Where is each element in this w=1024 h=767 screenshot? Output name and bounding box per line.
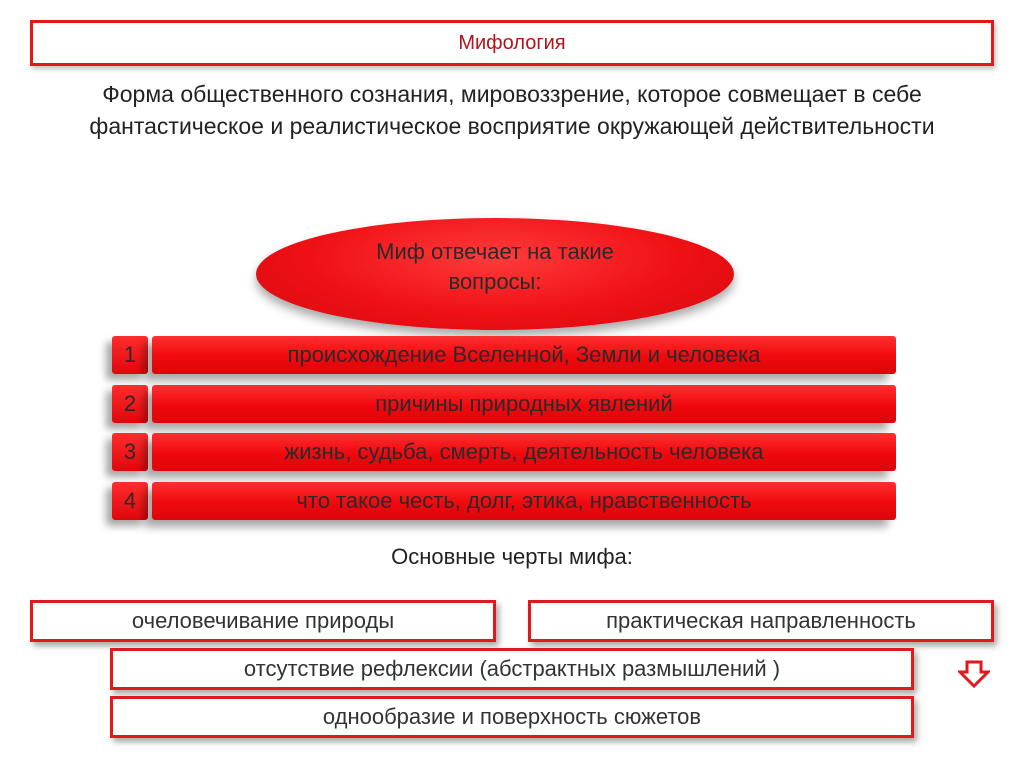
definition-text: Форма общественного сознания, мировоззрение, которое совмещает в себе фантастическое и реалистическое восприятие окружающей действительности xyxy=(89,81,935,139)
question-row-3 xyxy=(112,433,896,471)
feature-box-2 xyxy=(528,600,994,642)
feature-box-3 xyxy=(110,648,914,690)
question-bar: жизнь, судьба, смерть, деятельность человека xyxy=(152,433,896,471)
feature-label: однообразие и поверхность сюжетов xyxy=(322,704,702,729)
feature-label: отсутствие рефлексии (абстрактных размышлений ) xyxy=(243,656,781,681)
feature-label: очеловечивание природы xyxy=(131,608,395,633)
question-number: 1 xyxy=(112,336,148,374)
question-number: 2 xyxy=(112,385,148,423)
question-bar: причины природных явлений xyxy=(152,385,896,423)
questions-heading: Миф отвечает на такие вопросы: xyxy=(376,239,614,294)
question-bar: что такое честь, долг, этика, нравственность xyxy=(152,482,896,520)
question-number: 4 xyxy=(112,482,148,520)
feature-box-1 xyxy=(30,600,496,642)
down-arrow-icon xyxy=(958,660,990,688)
question-row-2 xyxy=(112,385,896,423)
question-number: 3 xyxy=(112,433,148,471)
questions-ellipse xyxy=(256,218,734,330)
features-heading: Основные черты мифа: xyxy=(391,544,633,569)
feature-box-4 xyxy=(110,696,914,738)
feature-label: практическая направленность xyxy=(606,608,916,633)
question-row-1 xyxy=(112,336,896,374)
title-box xyxy=(30,20,994,66)
question-row-4 xyxy=(112,482,896,520)
slide-title: Мифология xyxy=(458,31,566,54)
question-bar: происхождение Вселенной, Земли и человека xyxy=(152,336,896,374)
